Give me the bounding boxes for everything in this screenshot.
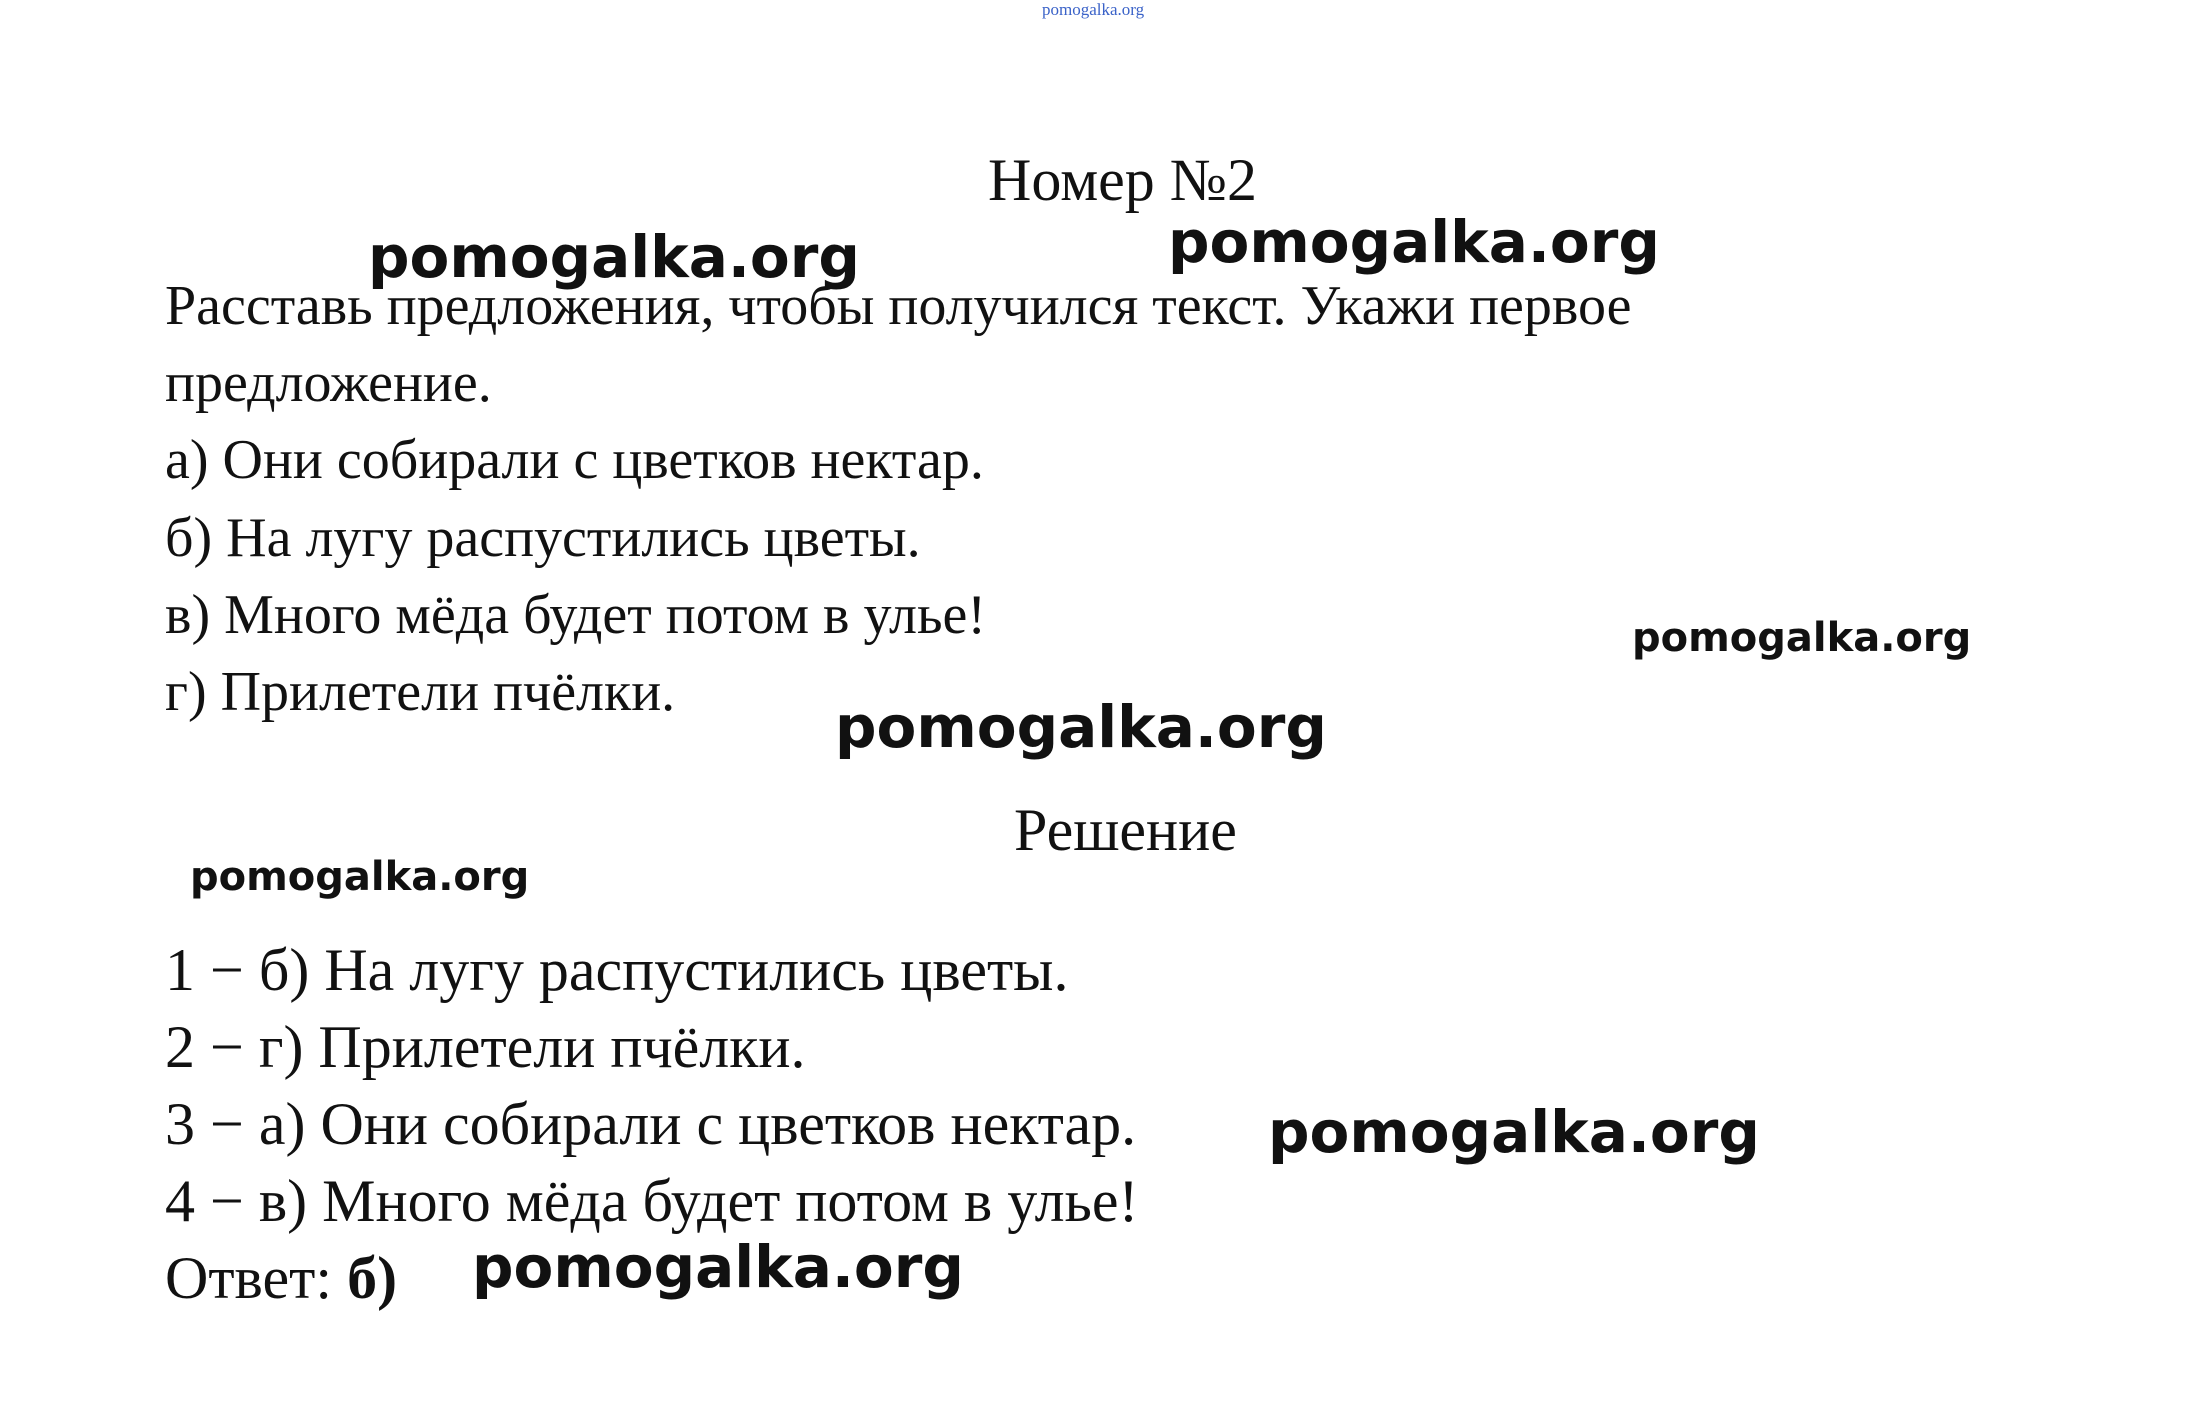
solution-line-4: 4 − в) Много мёда будет потом в улье! <box>165 1168 1139 1234</box>
task-option-a: а) Они собирали с цветков нектар. <box>165 429 984 491</box>
solution-line-3: 3 − а) Они собирали с цветков нектар. <box>165 1091 1137 1157</box>
task-option-g: г) Прилетели пчёлки. <box>165 661 676 723</box>
watermark: pomogalka.org <box>1168 208 1660 276</box>
watermark: pomogalka.org <box>472 1233 964 1301</box>
task-text-line-2: предложение. <box>165 352 492 414</box>
answer-value: б) <box>347 1245 398 1311</box>
task-option-b: б) На лугу распустились цветы. <box>165 507 921 569</box>
solution-line-2: 2 − г) Прилетели пчёлки. <box>165 1014 806 1080</box>
answer-line <box>165 1245 398 1311</box>
watermark: pomogalka.org <box>1632 615 1972 661</box>
watermark: pomogalka.org <box>190 854 530 900</box>
task-text-line-1: Расставь предложения, чтобы получился текст. Укажи первое <box>165 275 1632 337</box>
watermark: pomogalka.org <box>835 693 1327 761</box>
answer-label: Ответ: <box>165 1245 348 1311</box>
solution-heading: Решение <box>1014 797 1237 863</box>
task-option-v: в) Много мёда будет потом в улье! <box>165 584 987 646</box>
watermark: pomogalka.org <box>368 223 860 291</box>
page-title: Номер №2 <box>988 147 1258 213</box>
top-watermark: pomogalka.org <box>1042 0 1145 19</box>
solution-line-1: 1 − б) На лугу распустились цветы. <box>165 937 1069 1003</box>
watermark: pomogalka.org <box>1268 1098 1760 1166</box>
